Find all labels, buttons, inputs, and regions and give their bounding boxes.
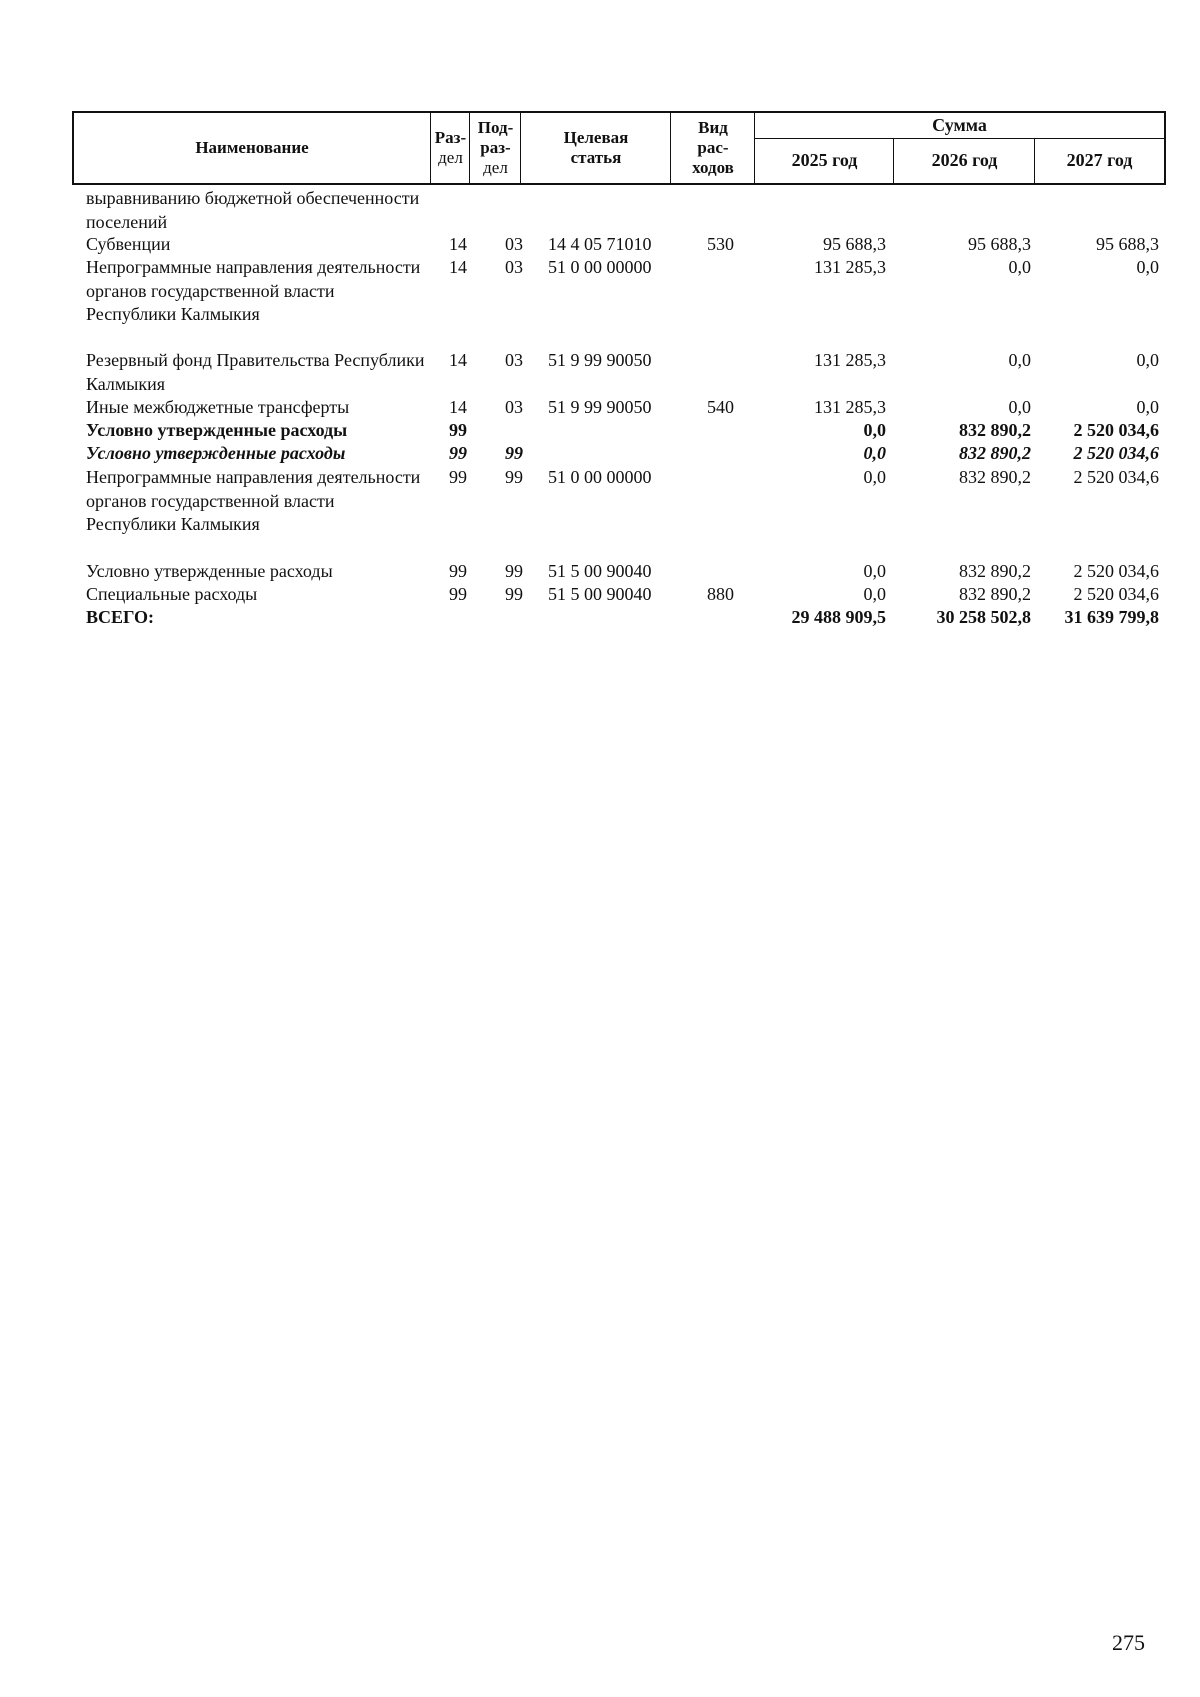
cell-y2026: 95 688,3: [968, 234, 1031, 254]
cell-statya: 51 9 99 90050: [548, 397, 652, 417]
header-statya-line2: статья: [570, 148, 622, 167]
header-vid-line3: ходов: [692, 158, 734, 177]
cell-razdel: 99: [449, 443, 467, 463]
cell-y2025: 0,0: [863, 561, 886, 581]
cell-y2027: 2 520 034,6: [1073, 561, 1159, 581]
header-razdel-line2: дел: [438, 148, 463, 167]
cell-y2025: 0,0: [863, 420, 886, 440]
cell-podrazdel: 99: [505, 443, 523, 463]
cell-name: Специальные расходы: [86, 584, 258, 604]
cell-razdel: 99: [449, 584, 467, 604]
header-year-2027-label: 2027 год: [1066, 150, 1133, 170]
cell-podrazdel: 03: [505, 234, 523, 254]
header-vid-line1: Вид: [698, 118, 728, 137]
cell-y2025: 95 688,3: [823, 234, 886, 254]
header-razdel: [430, 113, 470, 183]
header-year-2025: [754, 138, 894, 183]
cell-y2025: 0,0: [863, 443, 886, 463]
cell-y2025: 131 285,3: [814, 397, 886, 417]
cell-y2027: 2 520 034,6: [1073, 467, 1159, 487]
cell-razdel: 99: [449, 467, 467, 487]
cell-y2026: 832 890,2: [959, 467, 1031, 487]
header-podrazdel: [469, 113, 521, 183]
header-statya-line1: Целевая: [563, 128, 629, 147]
cell-statya: 51 0 00 00000: [548, 467, 652, 487]
cell-podrazdel: 99: [505, 584, 523, 604]
cell-podrazdel: 99: [505, 561, 523, 581]
cell-name: Условно утвержденные расходы: [86, 443, 346, 463]
cell-name: выравниванию бюджетной обеспеченности поселений: [86, 188, 420, 232]
header-name-label: Наименование: [195, 138, 309, 157]
header-year-2025-label: 2025 год: [791, 150, 858, 170]
cell-y2027: 31 639 799,8: [1064, 607, 1159, 627]
cell-y2026: 0,0: [1008, 257, 1031, 277]
cell-name: Иные межбюджетные трансферты: [86, 397, 350, 417]
header-podrazdel-line3: дел: [483, 158, 508, 177]
cell-name: Условно утвержденные расходы: [86, 561, 333, 581]
cell-name: Резервный фонд Правительства Республики Калмыкия: [86, 350, 425, 394]
cell-statya: 51 5 00 90040: [548, 561, 652, 581]
cell-name: Субвенции: [86, 234, 171, 254]
cell-y2025: 131 285,3: [814, 257, 886, 277]
cell-y2027: 2 520 034,6: [1073, 584, 1159, 604]
cell-y2025: 0,0: [863, 584, 886, 604]
header-podrazdel-line2: раз-: [480, 138, 511, 157]
cell-statya: 14 4 05 71010: [548, 234, 652, 254]
header-podrazdel-line1: Под-: [477, 118, 514, 137]
header-razdel-line1: Раз-: [434, 128, 467, 147]
header-name: [74, 113, 430, 183]
cell-vid: 530: [707, 234, 734, 254]
cell-vid: 540: [707, 397, 734, 417]
header-sum-label: Сумма: [932, 115, 987, 135]
cell-podrazdel: 99: [505, 467, 523, 487]
cell-y2027: 0,0: [1136, 257, 1159, 277]
cell-y2025: 29 488 909,5: [791, 607, 886, 627]
header-sum: [754, 113, 1164, 139]
cell-y2027: 95 688,3: [1096, 234, 1159, 254]
cell-razdel: 14: [449, 397, 467, 417]
cell-podrazdel: 03: [505, 397, 523, 417]
header-statya: [520, 113, 671, 183]
cell-y2027: 2 520 034,6: [1073, 420, 1159, 440]
cell-razdel: 14: [449, 350, 467, 370]
cell-razdel: 99: [449, 420, 467, 440]
cell-y2026: 832 890,2: [959, 584, 1031, 604]
table-header: [72, 111, 1166, 185]
header-vid-line2: рас-: [697, 138, 729, 157]
cell-razdel: 14: [449, 234, 467, 254]
cell-name: ВСЕГО:: [86, 607, 155, 627]
cell-y2026: 0,0: [1008, 397, 1031, 417]
cell-name: Непрограммные направления деятельности органов государственной власти Республики Калмыкия: [86, 257, 421, 324]
cell-statya: 51 9 99 90050: [548, 350, 652, 370]
cell-y2027: 0,0: [1136, 350, 1159, 370]
cell-statya: 51 5 00 90040: [548, 584, 652, 604]
cell-y2027: 2 520 034,6: [1073, 443, 1159, 463]
header-vid: [670, 113, 755, 183]
cell-name: Непрограммные направления деятельности органов государственной власти Республики Калмыкия: [86, 467, 421, 534]
header-year-2026: [893, 138, 1035, 183]
cell-y2025: 0,0: [863, 467, 886, 487]
header-year-2027: [1034, 138, 1164, 183]
cell-y2026: 832 890,2: [959, 443, 1031, 463]
cell-y2025: 131 285,3: [814, 350, 886, 370]
cell-y2026: 0,0: [1008, 350, 1031, 370]
cell-y2026: 832 890,2: [959, 420, 1031, 440]
cell-name: Условно утвержденные расходы: [86, 420, 348, 440]
cell-statya: 51 0 00 00000: [548, 257, 652, 277]
cell-y2026: 30 258 502,8: [936, 607, 1031, 627]
header-year-2026-label: 2026 год: [931, 150, 998, 170]
cell-y2027: 0,0: [1136, 397, 1159, 417]
page-number: 275: [1112, 1630, 1145, 1655]
cell-podrazdel: 03: [505, 257, 523, 277]
cell-razdel: 14: [449, 257, 467, 277]
cell-y2026: 832 890,2: [959, 561, 1031, 581]
cell-podrazdel: 03: [505, 350, 523, 370]
cell-vid: 880: [707, 584, 734, 604]
cell-razdel: 99: [449, 561, 467, 581]
